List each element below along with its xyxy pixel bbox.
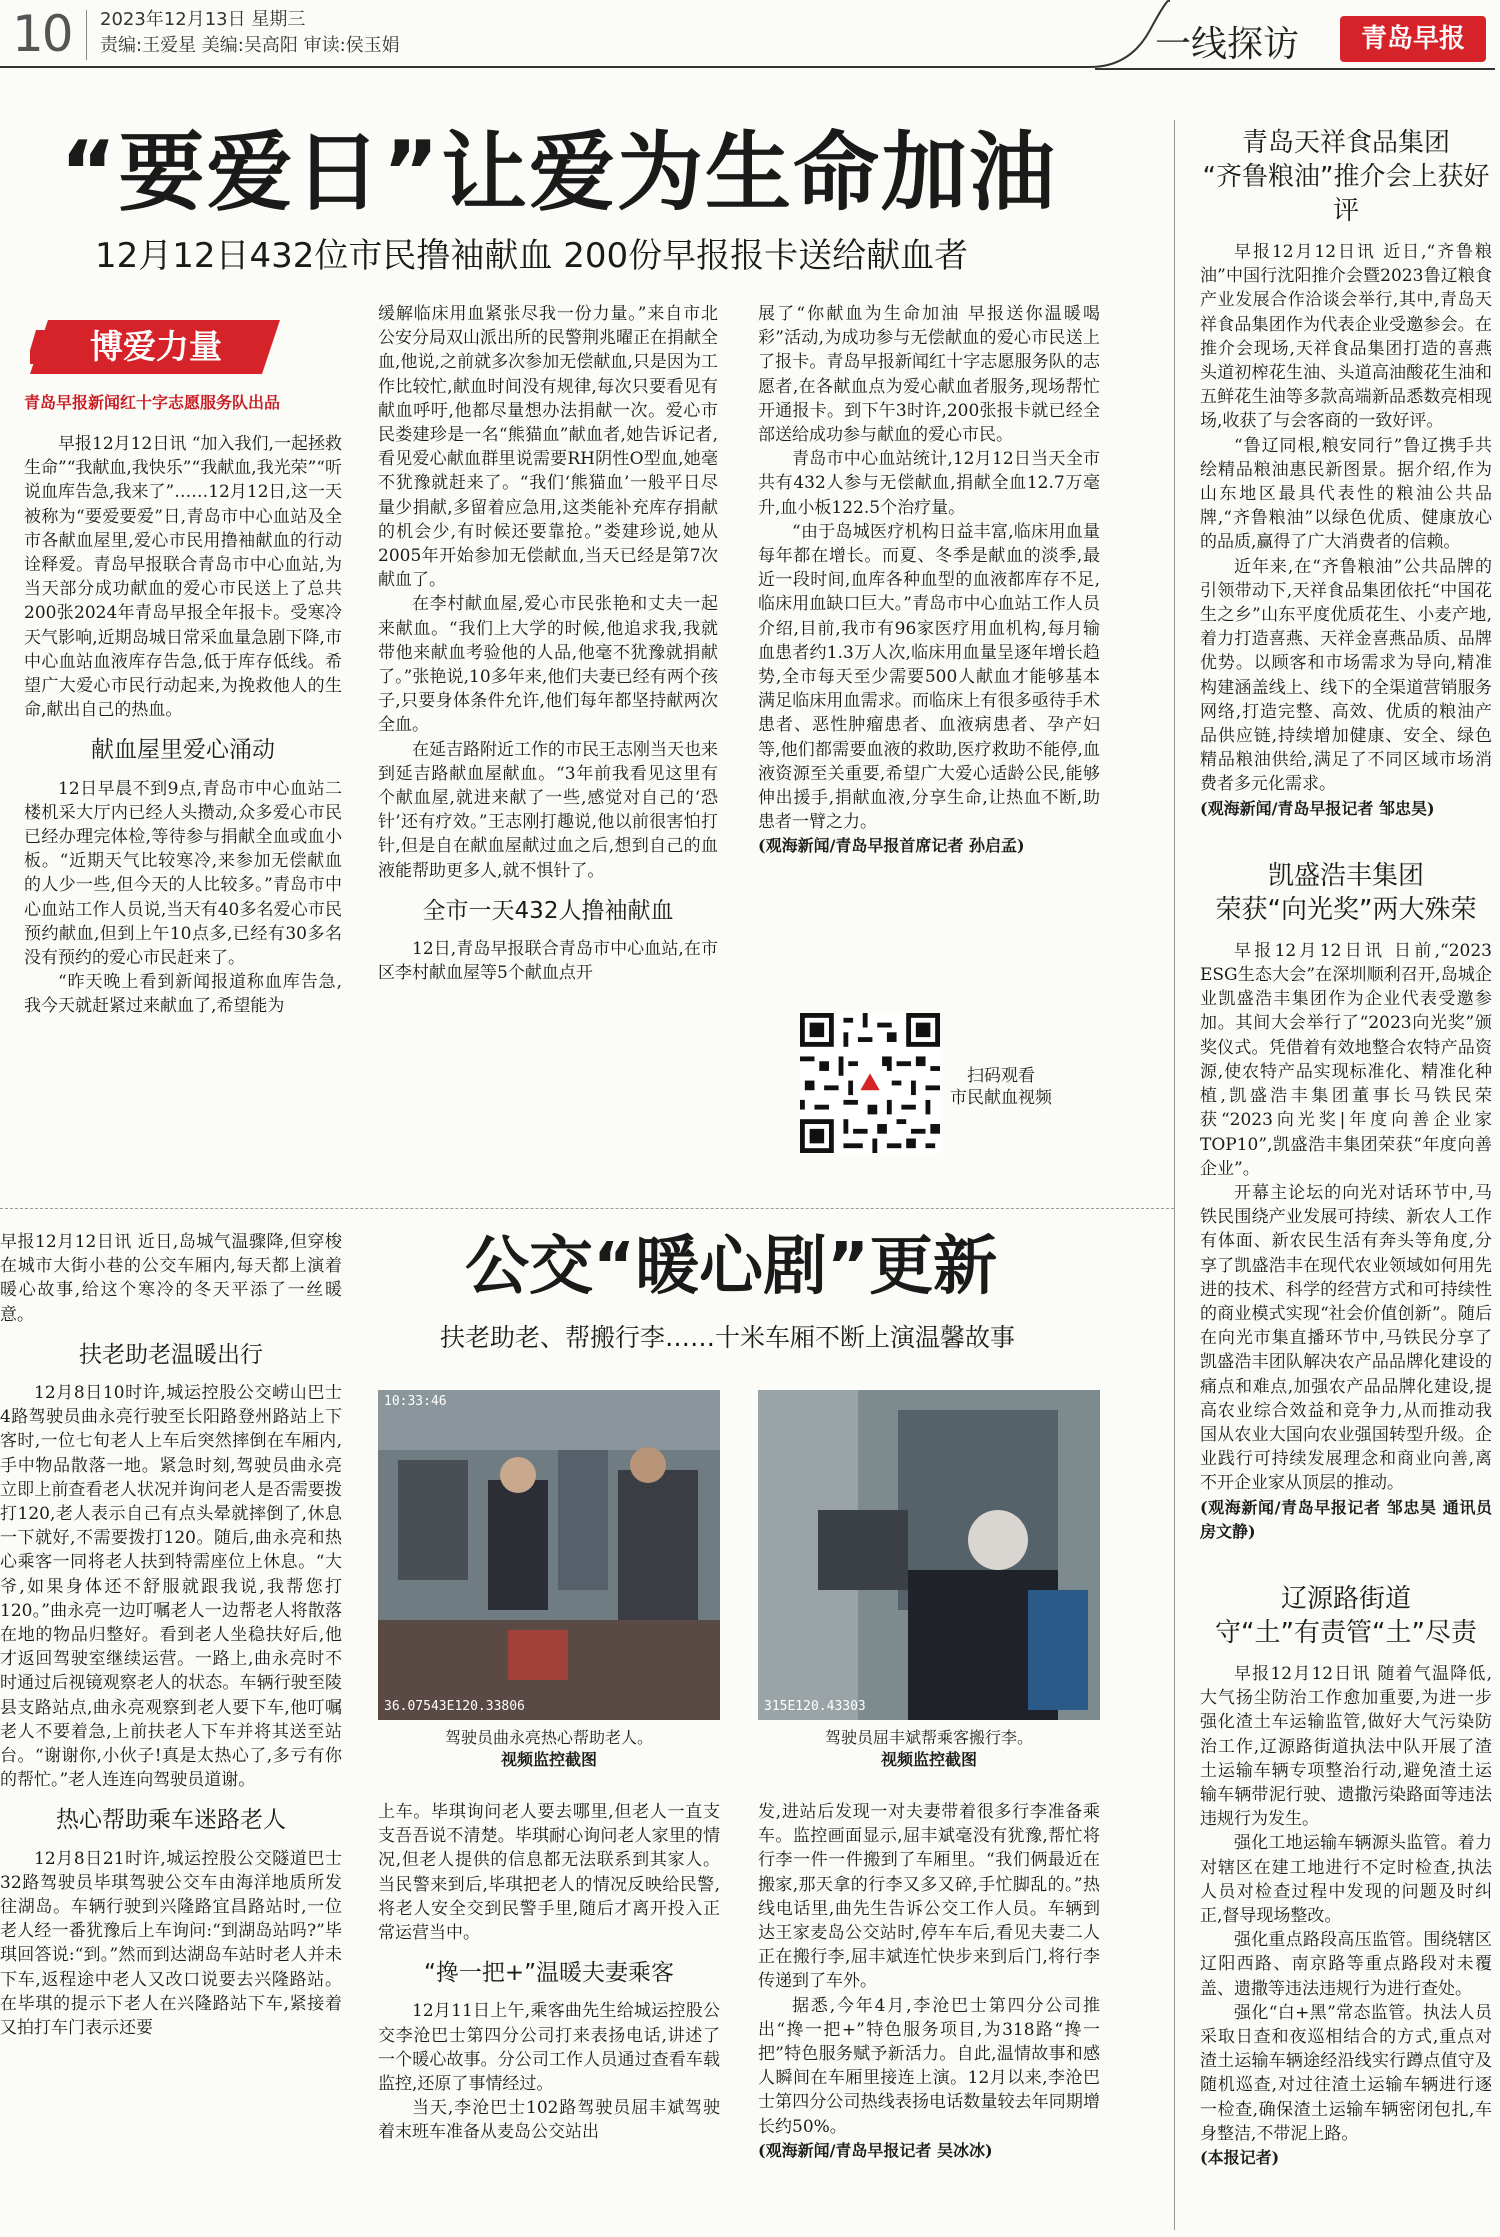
- issue-date: 2023年12月13日 星期三: [100, 9, 306, 30]
- volunteer-credit: 青岛早报新闻红十字志愿服务队出品: [24, 393, 281, 412]
- title-line: 凯盛浩丰集团: [1267, 860, 1424, 891]
- paragraph: 12月8日21时许,城运控股公交隧道巴士32路驾驶员毕琪驾驶公交车由海洋地质所发往湖岛。车辆行驶到兴隆路宜昌路站时,一位老人经一番犹豫后上车询问:“到湖岛站吗?”毕琪回答说:“到。”然而到达湖岛车站时老人并未下车,返程途中老人又改口说要去兴隆路站。在毕琪的提示下老人在兴隆路站下车,紧接着又拍打车门表示还要: [0, 1848, 342, 2039]
- paragraph: 当天,李沧巴士102路驾驶员屈丰斌驾驶着末班车准备从麦岛公交站出: [378, 2098, 720, 2143]
- bus-cctv-photo-1: [378, 1390, 720, 1720]
- photo-1-source: 视频监控截图: [500, 1750, 597, 1769]
- qr-caption-line-1: 扫码观看: [967, 1066, 1035, 1086]
- photo-2-source: 视频监控截图: [880, 1750, 977, 1769]
- title-line: 荣获“向光奖”两大殊荣: [1215, 894, 1477, 925]
- photo-1-caption-text: 驾驶员曲永亮热心帮助老人。: [444, 1728, 653, 1747]
- byline: (观海新闻/青岛早报记者 吴冰冰): [758, 2140, 993, 2160]
- paragraph: 上车。毕琪询问老人要去哪里,但老人一直支支吾吾说不清楚。毕琪耐心询问老人家里的情况,但老人提供的信息都无法联系到其家人。当民警来到后,毕琪把老人的情况反映给民警,将老人安全交到民警手里,随后才离开投入正常运营当中。: [378, 1802, 720, 1944]
- paragraph: 早报12月12日讯 近日,“齐鲁粮油”中国行沈阳推介会暨2023鲁辽粮食产业发展合作洽谈会举行,其中,青岛天祥食品集团作为代表企业受邀参会。在推介会现场,天祥食品集团打造的喜燕头道初榨花生油、头道高油酸花生油和五鲜花生油等多款高端新品悉数亮相现场,收获了与会客商的一致好评。: [1200, 242, 1492, 432]
- paragraph: “由于岛城医疗机构日益丰富,临床用血量每年都在增长。而夏、冬季是献血的淡季,最近一段时间,血库各种血型的血液都库存不足,临床用血缺口巨大。”青岛市中心血站工作人员介绍,目前,我市有96家医疗用血机构,每月输血患者约1.3万人次,临床用血量呈逐年增长趋势,全市每天至少需要500人献血才能够基本满足临床用血需求。而临床上有很多亟待手术患者、恶性肿瘤患者、血液病患者、孕产妇等,他们都需要血液的救助,医疗救助不能停,血液资源至关重要,希望广大爱心适龄公民,能够伸出援手,捐献血液,分享生命,让热血不断,助患者一臂之力。: [758, 521, 1100, 833]
- photo-2-gps: 315E120.43303: [764, 1699, 866, 1714]
- paragraph: 早报12月12日讯 近日,岛城气温骤降,但穿梭在城市大街小巷的公交车厢内,每天都上演着暖心故事,给这个寒冷的冬天平添了一丝暖意。: [0, 1232, 342, 1325]
- byline: (观海新闻/青岛早报记者 邹忠昊): [1200, 798, 1435, 818]
- paragraph: 早报12月12日讯 日前,“2023 ESG生态大会”在深圳顺利召开,岛城企业凯盛浩丰集团作为企业代表受邀参加。其间大会举行了“2023向光奖”颁奖仪式。凭借着有效地整合农特产品资源,使农特产品实现标准化、精准化种植,凯盛浩丰集团董事长马铁民荣获“2023向光奖|年度向善企业家TOP10”,凯盛浩丰集团荣获“年度向善企业”。: [1200, 940, 1492, 1179]
- section-name: 一线探访: [1155, 24, 1300, 65]
- story-title-tianxiang: [1200, 126, 1492, 228]
- paragraph: 早报12月12日讯 “加入我们,一起拯救生命”“我献血,我快乐”“我献血,我光荣”“听说血库告急,我来了”……12月12日,这一天被称为“要爱要爱”日,青岛市中心血站及全市各献血屋里,爱心市民用撸袖献血的行动诠释爱。青岛早报联合青岛市中心血站,为当天部分成功献血的爱心市民送上了总共200张2024年青岛早报全年报卡。受寒冷天气影响,近期岛城日常采血量急剧下降,市中心血站血液库存告急,低于库存低线。希望广大爱心市民行动起来,为挽救他人的生命,献出自己的热血。: [24, 434, 342, 721]
- qr-caption-line-2: 市民献血视频: [950, 1088, 1052, 1108]
- paragraph: 强化重点路段高压监管。围绕辖区辽阳西路、南京路等重点路段对未覆盖、遗撒等违法违规行为进行查处。: [1200, 1930, 1492, 1999]
- paragraph: 12日,青岛早报联合青岛市中心血站,在市区李村献血屋等5个献血点开: [378, 939, 718, 984]
- story-title-kaisheng: [1200, 859, 1492, 927]
- story-title-liaoyuan: [1200, 1582, 1492, 1650]
- banner-label: 博爱力量: [90, 327, 222, 366]
- subheading-couple-passengers: “搀一把+”温暖夫妻乘客: [423, 1960, 675, 1987]
- bus-story-column-1: [0, 1230, 342, 2230]
- subheading-helping-elderly: 扶老助老温暖出行: [79, 1341, 263, 1368]
- section-divider: [0, 1208, 1174, 1209]
- logo-underline: [1095, 68, 1495, 70]
- paragraph: 强化“白+黑”常态监管。执法人员采取日查和夜巡相结合的方式,重点对渣土运输车辆途经沿线实行蹲点值守及随机巡查,对过往渣土运输车辆进行逐一检查,确保渣土运输车辆密闭包扎,车身整洁,不带泥上路。: [1200, 2002, 1492, 2144]
- subheading-donation-house: 献血屋里爱心涌动: [91, 737, 275, 764]
- paragraph: 发,进站后发现一对夫妻带着很多行李准备乘车。监控画面显示,屈丰斌毫没有犹豫,帮忙将行李一件一件搬到了车厢里。“我们俩最近在搬家,那天拿的行李又多又碎,手忙脚乱的。”热线电话里,曲先生告诉公交工作人员。车辆到达王家麦岛公交站时,停车车后,看见夫妻二人正在搬行李,屈丰斌连忙快步来到后门,将行李传递到了车外。: [758, 1802, 1100, 1992]
- photo-1-timestamp: 10:33:46: [384, 1394, 447, 1409]
- editors-credit: 责编:王爱星 美编:吴高阳 审读:侯玉娟: [100, 35, 400, 56]
- headline-blood-donation: “要爱日”让爱为生命加油: [60, 123, 1058, 223]
- page-number: 10: [12, 5, 72, 63]
- paragraph: 早报12月12日讯 随着气温降低,大气扬尘防治工作愈加重要,为进一步强化渣土车运输监管,做好大气污染防治工作,辽源路街道执法中队开展了渣土运输车辆专项整治行动,避免渣土运输车辆带泥行驶、遗撒污染路面等违法违规行为发生。: [1200, 1663, 1492, 1830]
- paragraph: 青岛市中心血站统计,12月12日当天全市共有432人参与无偿献血,捐献全血12.7万毫升,血小板122.5个治疗量。: [758, 449, 1100, 518]
- photo-1-gps: 36.07543E120.33806: [384, 1699, 525, 1714]
- newspaper-logo: 青岛早报: [1340, 16, 1486, 62]
- photo-2-caption: [758, 1727, 1100, 1771]
- column-divider: [1174, 120, 1175, 2230]
- paragraph: 开幕主论坛的向光对话环节中,马铁民围绕产业发展可持续、新农人工作有体面、新农民生活有奔头等角度,分享了凯盛浩丰在现代农业领域如何用先进的技术、科学的经营方式和可持续性的商业模式实现“社会价值创新”。随后在向光市集直播环节中,马铁民分享了凯盛浩丰团队解决农产品品牌化建设的痛点和难点,加强农产品品牌化建设,提高农业综合效益和竞争力,从而推动我国从农业大国向农业强国转型升级。企业践行可持续发展理念和商业向善,离不开企业家从顶层的推动。: [1200, 1182, 1492, 1494]
- bus-story-column-3: [758, 1800, 1100, 2232]
- byline: (观海新闻/青岛早报记者 邹忠昊 通讯员 房文静): [1200, 1497, 1492, 1541]
- paragraph: “鲁辽同根,粮安同行”鲁辽携手共绘精品粮油惠民新图景。据介绍,作为山东地区最具代表性的粮油公共品牌,“齐鲁粮油”以绿色优质、健康放心的品质,赢得了广大消费者的信赖。: [1200, 435, 1492, 553]
- paragraph: 12月8日10时许,城运控股公交崂山巴士4路驾驶员曲永亮行驶至长阳路登州路站上下客时,一位七旬老人上车后突然摔倒在车厢内,手中物品散落一地。紧急时刻,驾驶员曲永亮立即上前查看老人状况并询问老人是否需要拨打120,老人表示自己有点头晕就摔倒了,休息一下就好,不需要拨打120。随后,曲永亮和热心乘客一同将老人扶到特需座位上休息。“大爷,如果身体还不舒服就跟我说,我帮您打120。”曲永亮一边叮嘱老人一边帮老人将散落在地的物品归整好。看到老人坐稳扶好后,他才返回驾驶室继续运营。一路上,曲永亮时不时通过后视镜观察老人的状态。车辆行驶至陵县支路站点,曲永亮观察到老人要下车,他叮嘱老人不要着急,上前扶老人下车并将其送至站台。“谢谢你,小伙子!真是太热心了,多亏有你的帮忙。”老人连连向驾驶员道谢。: [0, 1383, 342, 1791]
- paragraph: 在李村献血屋,爱心市民张艳和丈夫一起来献血。“我们上大学的时候,他追求我,我就带他来献血考验他的人品,他毫不犹豫就捐献了。”张艳说,10多年来,他们夫妻已经有两个孩子,只要身体条件允许,他们每年都坚持献两次全血。: [378, 594, 718, 736]
- subhead-bus-stories: 扶老助老、帮搬行李……十米车厢不断上演温馨故事: [440, 1323, 1016, 1352]
- top-story-column-2: [378, 302, 718, 1202]
- header-rule: [0, 66, 1090, 68]
- title-line: 守“土”有责管“土”尽责: [1215, 1617, 1477, 1648]
- paragraph: 近年来,在“齐鲁粮油”公共品牌的引领带动下,天祥食品集团依托“中国花生之乡”山东平度优质花生、小麦产地,着力打造喜燕、天祥金喜燕品质、品牌优势。以顾客和市场需求为导向,精准构建涵盖线上、线下的全渠道营销服务网络,打造完整、高效、优质的粮油产品供应链,持续增加健康、安全、绿色精品粮油供给,满足了不同区域市场消费者多元化需求。: [1200, 556, 1492, 795]
- bus-cctv-photo-2: [758, 1390, 1100, 1720]
- photo-1-caption: [378, 1727, 720, 1771]
- bus-story-column-2: [378, 1800, 720, 2232]
- paragraph: 在延吉路附近工作的市民王志刚当天也来到延吉路献血屋献血。“3年前我看见这里有个献血屋,就进来献了一些,感觉对自己的‘恐针’还有疗效。”王志刚打趣说,他以前很害怕打针,但是自在献血屋献过血之后,想到自己的血液能帮助更多人,就不惧针了。: [378, 739, 718, 881]
- title-line: “齐鲁粮油”推介会上获好评: [1202, 162, 1490, 226]
- right-column: [1200, 126, 1492, 2226]
- title-line: 青岛天祥食品集团: [1241, 128, 1450, 158]
- byline: (观海新闻/青岛早报首席记者 孙启孟): [758, 836, 1025, 856]
- subheading-citywide: 全市一天432人撸袖献血: [422, 897, 674, 924]
- subhead-blood-donation: 12月12日432位市民撸袖献血 200份早报报卡送给献血者: [95, 236, 969, 276]
- header-divider: [86, 10, 87, 60]
- top-story-column-1: [24, 432, 342, 1202]
- paragraph: 强化工地运输车辆源头监管。着力对辖区在建工地进行不定时检查,执法人员对检查过程中发现的问题及时纠正,督导现场整改。: [1200, 1833, 1492, 1926]
- paragraph: 12日早晨不到9点,青岛市中心血站二楼机采大厅内已经人头攒动,众多爱心市民已经办理完体检,等待参与捐献全血或血小板。“近期天气比较寒冷,来参加无偿献血的人少一些,但今天的人比较多。”青岛市中心血站工作人员说,当天有40多名爱心市民预约献血,但到上午10点多,已经有30多名没有预约的爱心市民赶来了。: [24, 778, 342, 969]
- top-story-column-3: [758, 302, 1100, 992]
- qr-caption: [950, 1065, 1052, 1109]
- paragraph: 展了“你献血为生命加油 早报送你温暖喝彩”活动,为成功参与无偿献血的爱心市民送上了报卡。青岛早报新闻红十字志愿服务队的志愿者,在各献血点为爱心献血者服务,现场帮忙开通报卡。到下午3时许,200张报卡就已经全部送给成功参与献血的爱心市民。: [758, 304, 1100, 446]
- paragraph: 据悉,今年4月,李沧巴士第四分公司推出“搀一把+”特色服务项目,为318路“搀一把”特色服务赋予新活力。自此,温情故事和感人瞬间在车厢里接连上演。12月以来,李沧巴士第四分公司热线表扬电话数量较去年同期增长约50%。: [758, 1995, 1100, 2137]
- paragraph: 缓解临床用血紧张尽我一份力量。”来自市北公安分局双山派出所的民警荆兆曜正在捐献全血,他说,之前就多次参加无偿献血,只是因为工作比较忙,献血时间没有规律,每次只要看见有献血呼吁,他都尽量想办法捐献一次。爱心市民娄建珍是一名“熊猫血”献血者,她告诉记者,看见爱心献血群里说需要RH阴性O型血,她毫不犹豫就赶来了。“我们‘熊猫血’一般平日尽量少捐献,多留着应急用,这类能补充库存捐献的机会少,有时候还要靠抢。”娄建珍说,她从2005年开始参加无偿献血,当天已经是第7次献血了。: [378, 304, 718, 591]
- paragraph: “昨天晚上看到新闻报道称血库告急,我今天就赶紧过来献血了,希望能为: [24, 972, 342, 1017]
- qr-code-icon[interactable]: [800, 1013, 940, 1153]
- headline-bus-stories: 公交“暖心剧”更新: [465, 1230, 998, 1304]
- byline: (本报记者): [1200, 2148, 1280, 2168]
- photo-2-caption-text: 驾驶员屈丰斌帮乘客搬行李。: [824, 1728, 1033, 1747]
- photo-2-scene: [758, 1390, 1100, 1720]
- title-line: 辽源路街道: [1280, 1583, 1411, 1614]
- photo-1-scene: [378, 1390, 720, 1720]
- subheading-lost-elderly: 热心帮助乘车迷路老人: [56, 1807, 286, 1834]
- paragraph: 12月11日上午,乘客曲先生给城运控股公交李沧巴士第四分公司打来表扬电话,讲述了一个暖心故事。分公司工作人员通过查看车载监控,还原了事情经过。: [378, 2001, 720, 2095]
